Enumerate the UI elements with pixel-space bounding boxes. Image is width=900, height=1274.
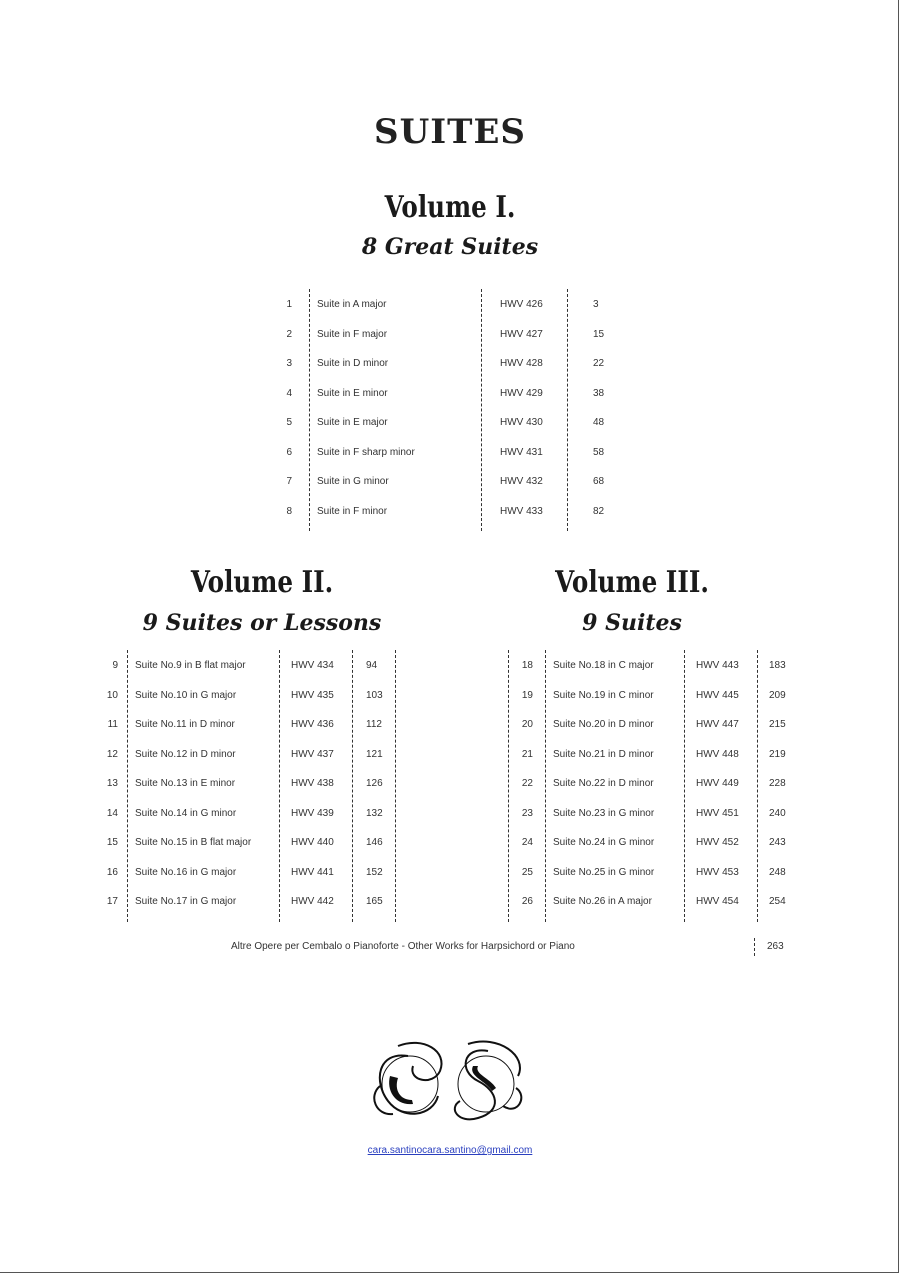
suite-name: Suite No.16 in G major (135, 866, 237, 878)
hwv-catalog: HWV 436 (291, 719, 334, 730)
hwv-catalog: HWV 427 (500, 328, 543, 340)
hwv-catalog: HWV 430 (500, 417, 543, 428)
suite-name: Suite No.17 in G major (135, 896, 237, 907)
suite-name: Suite No.13 in E minor (135, 778, 236, 789)
column-divider (508, 650, 509, 922)
column-divider (545, 650, 546, 922)
page-number: 58 (593, 446, 605, 458)
page-number: 82 (593, 505, 605, 517)
suite-name: Suite in G minor (317, 476, 389, 487)
table-row (0, 745, 900, 765)
hwv-catalog: HWV 432 (500, 476, 543, 487)
hwv-catalog: HWV 435 (291, 689, 334, 701)
page-number: 146 (366, 837, 383, 848)
page-number: 209 (769, 689, 786, 701)
hwv-catalog: HWV 449 (696, 778, 739, 789)
page-number: 132 (366, 807, 383, 819)
column-divider (684, 650, 685, 922)
suite-number: 20 (521, 719, 533, 730)
suite-number: 15 (106, 837, 118, 848)
page-number: 121 (366, 748, 383, 760)
other-works-page: 263 (767, 941, 784, 952)
page-number: 228 (769, 778, 786, 789)
email-link[interactable]: cara.santinocara.santino@gmail.com (367, 1145, 533, 1156)
suite-name: Suite in D minor (317, 358, 389, 369)
suite-number: 22 (521, 778, 533, 789)
page-number: 94 (366, 660, 378, 671)
suite-name: Suite No.22 in D minor (553, 778, 654, 789)
hwv-catalog: HWV 437 (291, 748, 334, 760)
table-row (0, 384, 900, 404)
page-number: 126 (366, 778, 383, 789)
table-row (0, 804, 900, 824)
volume3-title: Volume III. (555, 565, 709, 600)
page-number: 243 (769, 837, 786, 848)
table-row (0, 715, 900, 735)
page-number: 248 (769, 866, 786, 878)
volume2-subtitle: 9 Suites or Lessons (142, 610, 382, 636)
hwv-catalog: HWV 451 (696, 807, 739, 819)
page-number: 112 (366, 719, 382, 730)
suite-name: Suite in A major (317, 299, 387, 310)
volume1-title: Volume I. (384, 190, 516, 225)
suite-number: 18 (521, 660, 533, 671)
suite-name: Suite No.12 in D minor (135, 748, 236, 760)
suite-name: Suite No.11 in D minor (135, 719, 235, 730)
suite-number: 9 (112, 660, 118, 671)
suite-name: Suite in E minor (317, 387, 388, 399)
table-row (0, 656, 900, 676)
suite-number: 23 (521, 807, 533, 819)
hwv-catalog: HWV 431 (500, 446, 543, 458)
suite-name: Suite No.18 in C major (553, 660, 654, 671)
table-row (0, 472, 900, 492)
suite-number: 6 (286, 446, 292, 458)
suite-number: 21 (521, 748, 533, 760)
table-row (0, 354, 900, 374)
other-works-label: Altre Opere per Cembalo o Pianoforte - Other Works for Harpsichord or Piano (231, 941, 575, 952)
hwv-catalog: HWV 433 (500, 505, 543, 517)
page-number: 38 (593, 387, 605, 399)
suite-name: Suite No.24 in G minor (553, 837, 655, 848)
page-number: 240 (769, 807, 786, 819)
suite-name: Suite No.15 in B flat major (135, 837, 252, 848)
suite-number: 5 (286, 417, 292, 428)
suite-number: 4 (286, 387, 292, 399)
suite-number: 10 (106, 689, 118, 701)
suite-name: Suite No.19 in C minor (553, 689, 654, 701)
page-number: 15 (593, 328, 605, 340)
table-row (0, 686, 900, 706)
page-title: SUITES (374, 112, 526, 152)
hwv-catalog: HWV 448 (696, 748, 739, 760)
suite-number: 13 (106, 778, 118, 789)
suite-name: Suite in F major (317, 328, 388, 340)
page-number: 68 (593, 476, 605, 487)
hwv-catalog: HWV 428 (500, 358, 543, 369)
page-number: 183 (769, 660, 786, 671)
hwv-catalog: HWV 438 (291, 778, 334, 789)
suite-number: 24 (521, 837, 533, 848)
suite-number: 25 (521, 866, 533, 878)
column-divider (481, 289, 482, 531)
suite-number: 2 (286, 328, 292, 340)
hwv-catalog: HWV 453 (696, 866, 739, 878)
suite-number: 3 (286, 358, 292, 369)
hwv-catalog: HWV 442 (291, 896, 334, 907)
hwv-catalog: HWV 439 (291, 807, 334, 819)
table-row (0, 413, 900, 433)
suite-name: Suite in E major (317, 417, 388, 428)
volume1-subtitle: 8 Great Suites (361, 234, 539, 260)
table-row (0, 774, 900, 794)
suite-name: Suite No.21 in D minor (553, 748, 654, 760)
suite-number: 1 (286, 299, 292, 310)
other-works-divider (754, 938, 755, 956)
column-divider (567, 289, 568, 531)
column-divider (309, 289, 310, 531)
hwv-catalog: HWV 443 (696, 660, 739, 671)
suite-number: 14 (106, 807, 118, 819)
page-number: 165 (366, 896, 383, 907)
hwv-catalog: HWV 434 (291, 660, 334, 671)
suite-name: Suite No.20 in D minor (553, 719, 654, 730)
page-number: 22 (593, 358, 605, 369)
table-row (0, 443, 900, 463)
table-row (0, 863, 900, 883)
suite-name: Suite No.23 in G minor (553, 807, 655, 819)
table-row (0, 295, 900, 315)
suite-number: 16 (106, 866, 118, 878)
hwv-catalog: HWV 429 (500, 387, 543, 399)
suite-name: Suite No.9 in B flat major (135, 660, 246, 671)
suite-number: 17 (106, 896, 118, 907)
volume3-subtitle: 9 Suites (582, 610, 682, 636)
hwv-catalog: HWV 441 (291, 866, 334, 878)
page-number: 219 (769, 748, 786, 760)
table-row (0, 892, 900, 912)
suite-name: Suite No.25 in G minor (553, 866, 655, 878)
page-number: 254 (769, 896, 786, 907)
suite-name: Suite in F minor (317, 505, 388, 517)
table-row (0, 325, 900, 345)
suite-name: Suite No.10 in G major (135, 689, 237, 701)
suite-name: Suite No.26 in A major (553, 896, 652, 907)
hwv-catalog: HWV 426 (500, 299, 543, 310)
suite-number: 11 (107, 719, 118, 730)
page-number: 3 (593, 299, 599, 310)
suite-name: Suite No.14 in G minor (135, 807, 237, 819)
hwv-catalog: HWV 447 (696, 719, 739, 730)
hwv-catalog: HWV 454 (696, 896, 739, 907)
table-row (0, 833, 900, 853)
suite-number: 26 (521, 896, 533, 907)
suite-name: Suite in F sharp minor (317, 446, 415, 458)
hwv-catalog: HWV 440 (291, 837, 334, 848)
table-row (0, 502, 900, 522)
column-divider (757, 650, 758, 922)
hwv-catalog: HWV 452 (696, 837, 739, 848)
page-number: 103 (366, 689, 383, 701)
suite-number: 7 (286, 476, 292, 487)
suite-number: 19 (521, 689, 533, 701)
page-number: 152 (366, 866, 383, 878)
hwv-catalog: HWV 445 (696, 689, 739, 701)
suite-number: 8 (286, 505, 292, 517)
cs-monogram-logo (368, 1036, 533, 1131)
page-number: 48 (593, 417, 605, 428)
page-number: 215 (769, 719, 786, 730)
volume2-title: Volume II. (190, 565, 334, 600)
suite-number: 12 (106, 748, 118, 760)
